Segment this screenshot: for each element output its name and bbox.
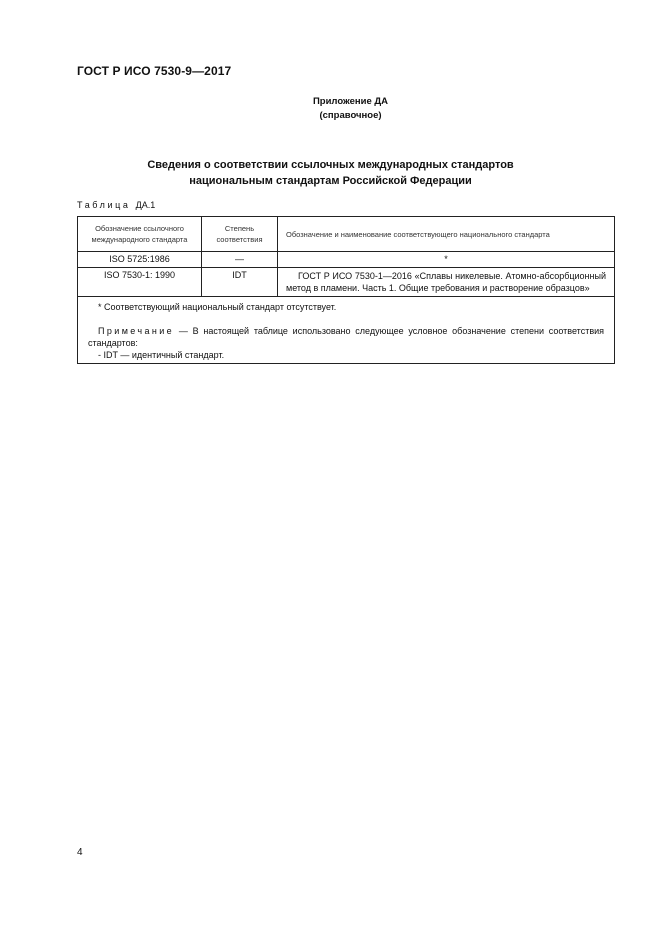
cell-national: ГОСТ Р ИСО 7530-1—2016 «Сплавы никелевые. Атомно-абсорбционный метод в пламени. Часть 1. Общие требования и растворение образцов» [278,268,615,297]
table-footnote: * Соответствующий национальный стандарт отсутствует. [98,302,337,312]
note-label: Примечание [98,326,175,336]
table-notes [78,297,615,364]
table-row [78,268,615,297]
table-caption-word: Таблица [77,200,131,210]
document-title-line-1: Сведения о соответствии ссылочных международных стандартов [147,159,514,171]
cell-degree: IDT [202,268,278,297]
cell-reference: ISO 5725:1986 [78,252,202,268]
correspondence-table [77,216,615,364]
table-note [88,325,604,349]
appendix-heading [0,95,661,123]
cell-reference: ISO 7530-1: 1990 [78,268,202,297]
standard-code-header: ГОСТ Р ИСО 7530-9—2017 [77,64,232,78]
header-reference-standard: Обозначение ссылочного международного стандарта [78,217,202,252]
header-national-standard: Обозначение и наименование соответствующего национального стандарта [278,217,615,252]
cell-national: * [278,252,615,268]
appendix-title: Приложение ДА [312,96,389,107]
table-notes-row [78,297,615,364]
table-row [78,252,615,268]
document-title-line-2: национальным стандартам Российской Федерации [189,175,472,187]
appendix-subtitle: (справочное) [319,110,382,121]
note-item: - IDT — идентичный стандарт. [98,350,225,360]
cell-degree: — [202,252,278,268]
note-text: — В настоящей таблице использовано следующее условное обозначение степени соответствия стандартов: [88,326,604,348]
header-degree: Степень соответствия [202,217,278,252]
table-caption-number: ДА.1 [135,200,156,210]
document-title [0,157,661,189]
page-number: 4 [77,847,83,858]
table-header-row [78,217,615,252]
table-caption [77,200,155,210]
